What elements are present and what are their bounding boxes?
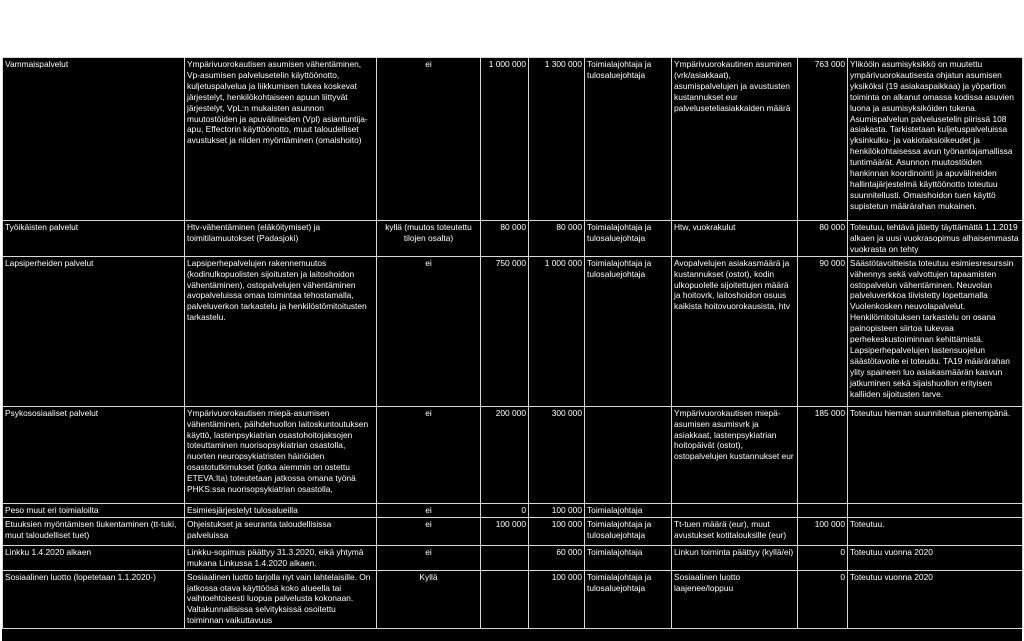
indicator-cell: Ympärivuorokautinen asuminen (vrk/asiakkaat), asumispalvelujen ja avustusten kustannukset eur palveluseteliasiakkaiden määrä bbox=[672, 58, 798, 221]
responsible-cell: Toimialajohtaja ja tulosaluejohtaja bbox=[585, 256, 672, 406]
amount1-cell: 80 000 bbox=[481, 221, 529, 257]
amount2-cell: 1 000 000 bbox=[529, 256, 585, 406]
measure-cell: Sosiaalinen luotto tarjolla nyt vain lahtelaisille. On jatkossa otava käyttöösä koko alueella tai vaihtoehtoisesti luopua palvelusta kokonaan. Valtakunnallisissa selvityksissä osoitettu toiminnan vaikuttavuus bbox=[185, 570, 377, 628]
done-cell: ei bbox=[377, 503, 481, 517]
notes-cell: Ylikööln asumisyksikkö on muutettu ympärivuorokautisesta ohjatun asumisen yksiköksi (19 asiakaspaikkaa) ja yöpartion toiminta on alkanut omassa kodissa asuvien luona ja asumisyksiköiden tukena. Asumispalvelun palvelusetelin piirissä 108 asiakasta. Tarkistetaan kuljetuspalveluissa yksinkulku- ja vakiotaksioikeudet ja henkilökohtaisessa avun työnantajamallissa tuntimäärät. Asunnon muutostöiden hankinnan koordinointi ja apuvälineiden hallintajärjestelmä käyttöönotto toteutuu suunnitellusti. Omaishoidon tuen käyttö supistetun määrärahan mukainen. bbox=[848, 58, 1023, 221]
measure-cell: Htv-vähentäminen (eläköitymiset) ja toimitilamuutokset (Padasjoki) bbox=[185, 221, 377, 257]
realized-cell: 80 000 bbox=[798, 221, 848, 257]
realized-cell bbox=[798, 503, 848, 517]
amount2-cell: 1 300 000 bbox=[529, 58, 585, 221]
done-cell: ei bbox=[377, 406, 481, 503]
done-cell: ei bbox=[377, 256, 481, 406]
done-cell: Kyllä bbox=[377, 570, 481, 628]
measure-cell: Ympärivuorokautisen miepä-asumisen vähentäminen, päihdehuollon laitoskuntoutuksen käyttö, lastenpsykiatrian osastohoitojaksojen toteuttaminen nuorisopsykiatrian osastolla, nuorten neuropsykiatristen häiriöiden osastotutkimukset (jotka aiemmin on ostettu ETEVA:lta) toteutetaan jatkossa omana työnä PHKS:ssa nuorisopsykiatrian osastolla, bbox=[185, 406, 377, 503]
service-cell: Psykososiaaliset palvelut bbox=[3, 406, 185, 503]
amount1-cell: 0 bbox=[481, 503, 529, 517]
responsible-cell: Toimialajohtaja bbox=[585, 545, 672, 570]
indicator-cell: Tt-tuen määrä (eur), muut avustukset kotitalouksille (eur) bbox=[672, 517, 798, 545]
service-cell: Työikäisten palvelut bbox=[3, 221, 185, 257]
service-cell: Etuuksien myöntämisen tiukentaminen (tt-tuki, muut taloudelliset tuet) bbox=[3, 517, 185, 545]
realized-cell: 0 bbox=[798, 545, 848, 570]
realized-cell: 100 000 bbox=[798, 517, 848, 545]
service-cell: Peso muut eri toimialoilta bbox=[3, 503, 185, 517]
table-row bbox=[3, 221, 1023, 257]
table-row bbox=[3, 256, 1023, 406]
amount1-cell: 750 000 bbox=[481, 256, 529, 406]
notes-cell: Toteutuu vuonna 2020 bbox=[848, 545, 1023, 570]
page-header-area bbox=[0, 0, 1024, 57]
notes-cell: Toteutuu. bbox=[848, 517, 1023, 545]
notes-cell: Säästötavoitteista toteutuu esimiesresurssin vähennys sekä valvottujen tapaamisten ostopalvelun vähentäminen. Neuvolan palveluverkkoa tiivistetty lopettamalla Vuolenkosken neuvolapalvelut. Henkilömitoituksen tarkastelu on osana painopisteen siirtoa tukevaa perhekeskustoiminnan kehittämistä. Lapsiperhepalvelujen lastensuojelun säästötavoite ei toteudu. TA19 määrärahan ylity spaineen luo asiakasmäärän kasvun jatkuminen sekä sijaishuollon erityisen kalliiden sijoitusten tarve. bbox=[848, 256, 1023, 406]
responsible-cell: Toimialajohtaja ja tulosaluejohtaja bbox=[585, 58, 672, 221]
savings-measures-table bbox=[2, 57, 1023, 629]
service-cell: Vammaispalvelut bbox=[3, 58, 185, 221]
table-row bbox=[3, 545, 1023, 570]
service-cell: Sosiaalinen luotto (lopetetaan 1.1.2020-) bbox=[3, 570, 185, 628]
responsible-cell: Toimialajohtaja ja tulosaluejohtaja bbox=[585, 221, 672, 257]
amount2-cell: 300 000 bbox=[529, 406, 585, 503]
measure-cell: Lapsiperhepalvelujen rakennemuutos (kodinulkopuolisten sijoitusten ja laitoshoidon vähentäminen), ostopalvelujen vähentäminen avopalveluissa omaa toimintaa tehostamalla, palveluverkon tarkastelu ja henkilöstömitoitusten tarkastelu. bbox=[185, 256, 377, 406]
amount2-cell: 60 000 bbox=[529, 545, 585, 570]
realized-cell: 185 000 bbox=[798, 406, 848, 503]
done-cell: kyllä (muutos toteutettu tilojen osalta) bbox=[377, 221, 481, 257]
table-row bbox=[3, 58, 1023, 221]
notes-cell: Toteutuu hieman suunniteltua pienempänä. bbox=[848, 406, 1023, 503]
realized-cell: 763 000 bbox=[798, 58, 848, 221]
table-row bbox=[3, 517, 1023, 545]
amount2-cell: 80 000 bbox=[529, 221, 585, 257]
amount1-cell: 1 000 000 bbox=[481, 58, 529, 221]
amount2-cell: 100 000 bbox=[529, 503, 585, 517]
responsible-cell: Toimialajohtaja ja tulosaluejohtaja bbox=[585, 570, 672, 628]
measure-cell: Ohjeistukset ja seuranta taloudellisissa palveluissa bbox=[185, 517, 377, 545]
service-cell: Lapsiperheiden palvelut bbox=[3, 256, 185, 406]
table-row bbox=[3, 406, 1023, 503]
amount1-cell bbox=[481, 545, 529, 570]
measure-cell: Esimiesjärjestelyt tulosalueilla bbox=[185, 503, 377, 517]
realized-cell: 90 000 bbox=[798, 256, 848, 406]
done-cell: ei bbox=[377, 545, 481, 570]
responsible-cell bbox=[585, 406, 672, 503]
done-cell: ei bbox=[377, 517, 481, 545]
table-row bbox=[3, 570, 1023, 628]
indicator-cell: Sosiaalinen luotto laajenee/loppuu bbox=[672, 570, 798, 628]
amount2-cell: 100 000 bbox=[529, 570, 585, 628]
measure-cell: Ympärivuorokautisen asumisen vähentäminen, Vp-asumisen palvelusetelin käyttöönotto, kuljetuspalvelua ja liikkumisen tukea koskevat järjestelyt, henkilökohtaiseen apuun liittyvät järjestelyt, VpL:n mukaisten asunnon muutostöiden ja apuvälineiden (Vpl) asiantuntija-apu, Effectorin käyttöönotto, muut taloudelliset avustukset ja niiden myöntäminen (omaishoito) bbox=[185, 58, 377, 221]
measure-cell: Linkku-sopimus päättyy 31.3.2020, eikä yhtymä mukana Linkussa 1.4.2020 alkaen. bbox=[185, 545, 377, 570]
notes-cell: Toteutuu, tehtävä jätetty täyttämättä 1.1.2019 alkaen ja uusi vuokrasopimus alhaisemmasta vuokrasta on tehty bbox=[848, 221, 1023, 257]
notes-cell bbox=[848, 503, 1023, 517]
indicator-cell: Avopalvelujen asiakasmäärä ja kustannukset (ostot), kodin ulkopuolelle sijoitettujen määrä ja hoitovrk, laitoshoidon osuus kaikista hoitovuorokausista, htv bbox=[672, 256, 798, 406]
responsible-cell: Toimialajohtaja ja tulosaluejohtaja bbox=[585, 517, 672, 545]
responsible-cell: Toimialajohtaja bbox=[585, 503, 672, 517]
amount1-cell bbox=[481, 570, 529, 628]
service-cell: Linkku 1.4.2020 alkaen bbox=[3, 545, 185, 570]
amount1-cell: 200 000 bbox=[481, 406, 529, 503]
indicator-cell bbox=[672, 503, 798, 517]
notes-cell: Toteutuu vuonna 2020 bbox=[848, 570, 1023, 628]
table-row bbox=[3, 503, 1023, 517]
done-cell: ei bbox=[377, 58, 481, 221]
indicator-cell: Htw, vuokrakulut bbox=[672, 221, 798, 257]
indicator-cell: Ympärivuorokautisen miepä-asumisen asumisvrk ja asiakkaat, lastenpsykiatrian hoitopäivät (ostot), ostopalvelujen kustannukset eur bbox=[672, 406, 798, 503]
amount1-cell: 100 000 bbox=[481, 517, 529, 545]
amount2-cell: 100 000 bbox=[529, 517, 585, 545]
realized-cell: 0 bbox=[798, 570, 848, 628]
indicator-cell: Linkun toiminta päättyy (kyllä/ei) bbox=[672, 545, 798, 570]
